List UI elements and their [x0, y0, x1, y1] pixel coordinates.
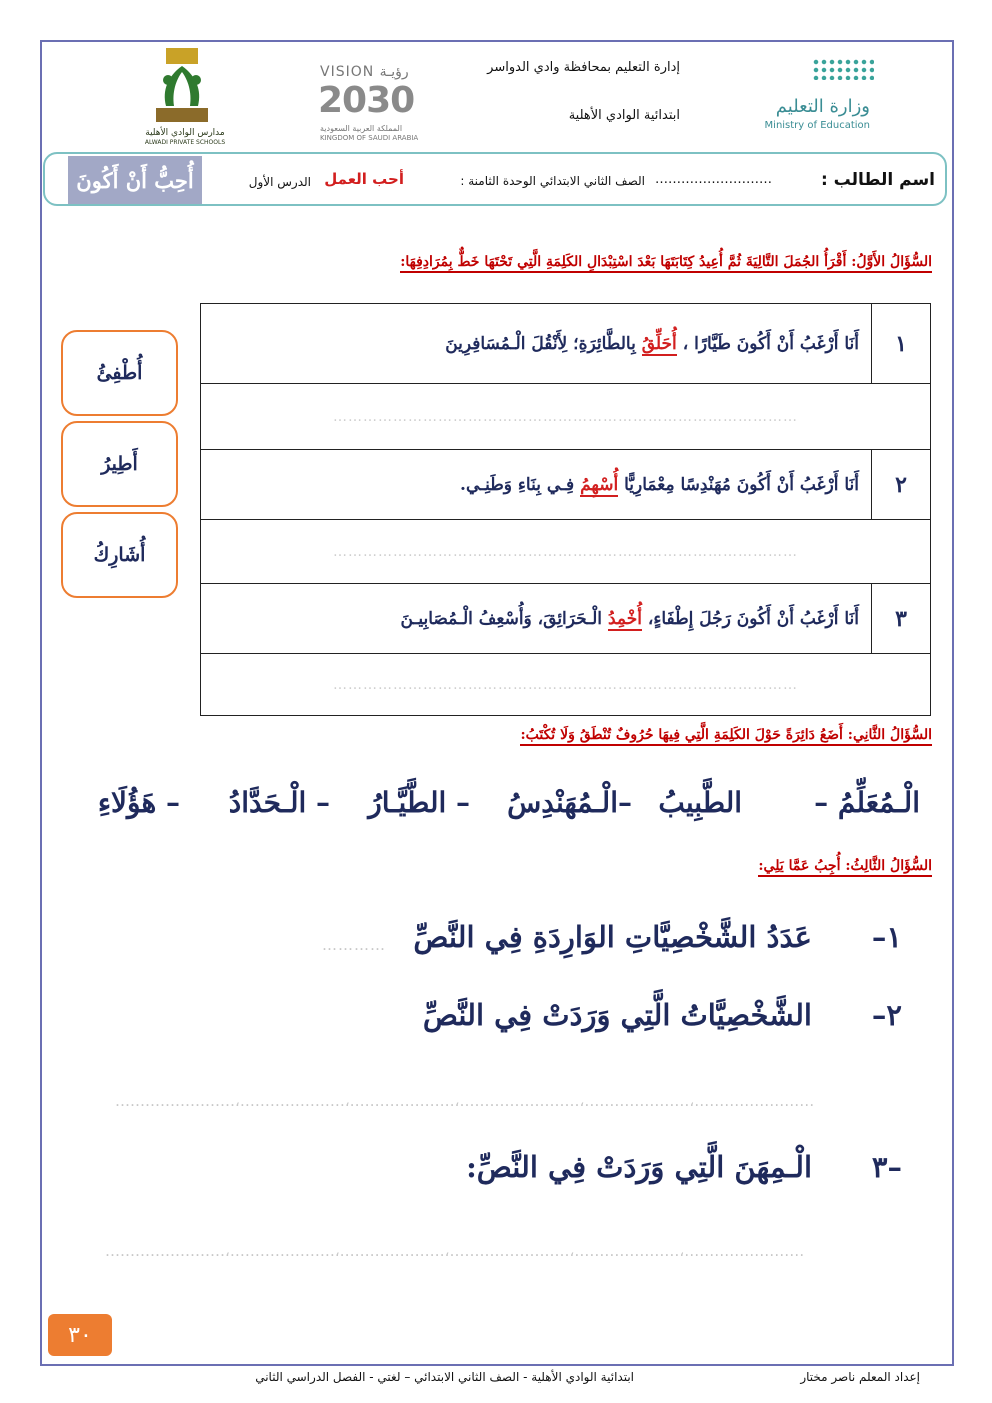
ministry-name-en: Ministry of Education — [764, 120, 870, 131]
unit-theme: أحب العمل — [324, 170, 404, 188]
question-3-heading — [758, 858, 932, 874]
question-2-heading-text: السُّؤَالُ الثَّانِي: أَضَعُ دَائِرَةً حَوْلَ الكَلِمَةِ الَّتِي فِيهَا حُرُوفٌ تُنْطَقُ وَلَا تُكْتَبُ: — [520, 727, 932, 746]
sentence-1-target-word: أُحَلِّقُ — [641, 333, 677, 354]
student-name-label: اسم الطالب : — [820, 170, 935, 190]
q3-item-3-number: –٣ — [871, 1150, 902, 1184]
sentence-3-end: الْـحَرَائِقَ، وَأُسْعِفُ الْـمُصَابِيـنَ — [400, 608, 603, 629]
sentence-3-target-word: أُخْمِدُ — [607, 608, 642, 629]
lesson-label: الدرس الأول — [248, 175, 311, 189]
school-label: ابتدائية الوادي الأهلية — [568, 108, 680, 123]
answer-line-3[interactable]: ………………………………………………………………………………… — [201, 654, 931, 716]
schools-name-ar: مدارس الوادي الأهلية — [145, 128, 225, 138]
row-number: ٣ — [872, 584, 931, 654]
ministry-logo-icon — [812, 58, 874, 80]
ministry-name-ar: وزارة التعليم — [775, 96, 870, 117]
answer-line-2[interactable]: ………………………………………………………………………………… — [201, 520, 931, 584]
option-box-2: أَطِيرُ — [61, 421, 178, 507]
sentence-1-end: بِالطَّائِرَةِ؛ لِأَنْقُلَ الْـمُسَافِرِينَ — [445, 333, 636, 354]
question-1-heading-text: السُّؤَالُ الأَوَّلُ: أَقْرَأُ الجُمَلَ التَّالِيَةَ ثُمَّ أُعِيدُ كِتَابَتَهَا بَعْدَ اسْتِبْدَالِ الكَلِمَةِ الَّتِي تَحْتَهَا خَطٌّ بِمُرَادِفِهَا: — [400, 254, 932, 273]
question-1-heading — [400, 254, 932, 270]
question-1-table — [200, 303, 931, 716]
table-row — [201, 520, 931, 584]
word-option[interactable]: –الْـمُهَنْدِسُ — [507, 786, 632, 819]
q3-item-3-answer[interactable]: ……………………،…………………،…………………،……………………،…………………،…………………… — [105, 1242, 805, 1260]
lesson-title-badge: أُحِبُّ أَنْ أَكُونَ — [68, 156, 202, 204]
word-option[interactable]: – الْـحَدَّادُ — [228, 786, 330, 819]
q3-item-3-text: الْـمِهَنَ الَّتِي وَرَدَتْ فِي النَّصِّ: — [466, 1150, 812, 1184]
q3-item-2-answer[interactable]: ……………………،…………………،…………………،……………………،…………………،…………………… — [115, 1092, 815, 1110]
table-row — [201, 450, 931, 520]
vision-kingdom-ar: المملكة العربية السعودية — [320, 124, 403, 133]
table-row — [201, 654, 931, 716]
option-box-1: أُطْفِئُ — [61, 330, 178, 416]
q3-item-1-text: عَدَدُ الشَّخْصِيَّاتِ الوَارِدَةِ فِي النَّصِّ — [413, 920, 812, 954]
q3-item-2-number: ٢– — [871, 998, 902, 1032]
footer-prepared-by: إعداد المعلم ناصر مختار — [800, 1370, 920, 1384]
sentence-2-start: أَنَا أَرْغَبُ أَنْ أَكُونَ مُهَنْدِسًا مِعْمَارِيًّا — [624, 474, 859, 495]
table-row — [201, 304, 931, 384]
vision-kingdom-en: KINGDOM OF SAUDI ARABIA — [320, 134, 419, 142]
student-name-field[interactable]: ……………………… — [655, 172, 772, 187]
sentence-2-end: فِـي بِنَاءِ وَطَنِـي. — [460, 474, 575, 495]
grade-unit-label: الصف الثاني الابتدائي الوحدة الثامنة : — [460, 174, 645, 188]
sentence-2 — [201, 450, 872, 520]
sentence-3-start: أَنَا أَرْغَبُ أَنْ أَكُونَ رَجُلَ إِطْفَاءٍ، — [647, 608, 859, 629]
question-2-word-list — [60, 786, 920, 836]
word-option[interactable]: الْـمُعَلِّمُ – — [814, 786, 920, 819]
answer-line-1[interactable]: ………………………………………………………………………………… — [201, 384, 931, 450]
question-2-heading — [520, 727, 932, 743]
schools-name-en: ALWADI PRIVATE SCHOOLS — [144, 139, 226, 146]
q3-item-1-answer[interactable]: ………… — [322, 936, 386, 954]
administration-label: إدارة التعليم بمحافظة وادي الدواسر — [487, 60, 680, 75]
sentence-1-start: أَنَا أَرْغَبُ أَنْ أَكُونَ طَيَّارًا ، — [682, 333, 859, 354]
word-option[interactable]: – الطَّيَّـارُ — [368, 786, 470, 819]
sentence-1 — [201, 304, 872, 384]
q3-item-2-text: الشَّخْصِيَّاتُ الَّتِي وَرَدَتْ فِي النَّصِّ — [422, 998, 812, 1032]
word-option[interactable]: الطَّبِيبُ — [658, 786, 742, 819]
table-row — [201, 584, 931, 654]
question-3-heading-text: السُّؤَالُ الثَّالِثُ: أُجِبُ عَمَّا يَلِي: — [758, 858, 932, 877]
row-number: ١ — [872, 304, 931, 384]
q3-item-1-number: ١– — [871, 920, 902, 954]
vision-year: 2030 — [318, 80, 415, 121]
sentence-2-target-word: أُسْهِمُ — [580, 474, 619, 495]
table-row — [201, 384, 931, 450]
sentence-3 — [201, 584, 872, 654]
page-number: ٣٠ — [48, 1314, 112, 1356]
option-box-3: أُشَارِكُ — [61, 512, 178, 598]
schools-logo-icon — [148, 46, 216, 128]
row-number: ٢ — [872, 450, 931, 520]
footer-course: ابتدائية الوادي الأهلية - الصف الثاني الابتدائي – لغتي - الفصل الدراسي الثاني — [255, 1370, 634, 1384]
vision-title: VISION رؤيـة — [320, 64, 409, 80]
word-option[interactable]: – هَؤُلَاءِ — [97, 786, 180, 819]
